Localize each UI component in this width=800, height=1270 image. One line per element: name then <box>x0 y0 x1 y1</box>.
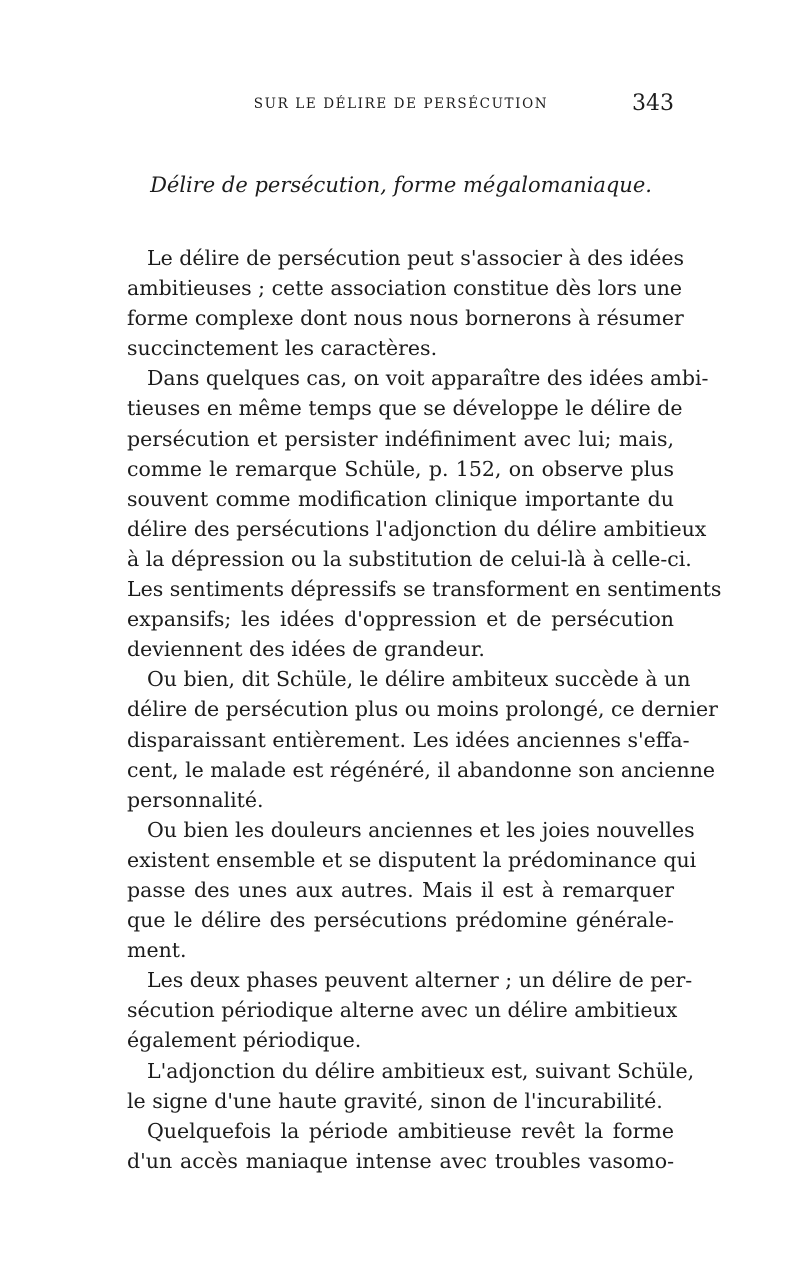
body-text <box>127 243 722 1176</box>
text-line: Les deux phases peuvent alterner ; un délire de per- <box>147 968 693 993</box>
text-line: expansifs; les idées d'oppression et de persécution <box>127 607 674 632</box>
text-line: passe des unes aux autres. Mais il est à remarquer <box>127 877 674 902</box>
running-title: SUR LE DÉLIRE DE PERSÉCUTION <box>253 96 549 112</box>
text-line: délire de persécution plus ou moins prolongé, ce dernier <box>127 697 718 722</box>
text-line: personnalité. <box>127 787 264 812</box>
text-line: ambitieuses ; cette association constitue dès lors une <box>127 276 683 301</box>
text-line: cent, le malade est régénéré, il abandonne son ancienne <box>127 757 716 782</box>
text-line: comme le remarque Schüle, p. 152, on observe plus <box>127 456 674 481</box>
text-line: Ou bien, dit Schüle, le délire ambiteux succède à un <box>147 667 691 692</box>
text-line: d'un accès maniaque intense avec troubles vasomo- <box>127 1148 674 1173</box>
text-line: ment. <box>127 938 187 963</box>
text-line: forme complexe dont nous nous bornerons à résumer <box>127 306 684 331</box>
text-line: à la dépression ou la substitution de celui-là à celle-ci. <box>127 546 692 571</box>
text-line: le signe d'une haute gravité, sinon de l'incurabilité. <box>127 1088 663 1113</box>
text-line: également périodique. <box>127 1028 362 1053</box>
text-line: Dans quelques cas, on voit apparaître des idées ambi- <box>147 366 709 391</box>
text-line: délire des persécutions l'adjonction du délire ambitieux <box>127 516 707 541</box>
text-line: Les sentiments dépressifs se transforment en sentiments <box>127 577 722 602</box>
text-line: Quelquefois la période ambitieuse revêt la forme <box>147 1118 674 1143</box>
text-line: tieuses en même temps que se développe le délire de <box>127 396 683 421</box>
text-line: disparaissant entièrement. Les idées anciennes s'effa- <box>127 727 690 752</box>
text-line: sécution périodique alterne avec un délire ambitieux <box>127 998 678 1023</box>
text-line: souvent comme modification clinique importante du <box>127 486 674 511</box>
text-line: deviennent des idées de grandeur. <box>127 637 485 662</box>
page-number: 343 <box>632 91 674 116</box>
text-line: que le délire des persécutions prédomine générale- <box>127 908 674 933</box>
running-head <box>128 92 674 116</box>
text-line: Le délire de persécution peut s'associer à des idées <box>147 246 685 270</box>
text-line: succinctement les caractères. <box>127 336 438 361</box>
text-line: Ou bien les douleurs anciennes et les joies nouvelles <box>147 817 695 842</box>
text-line: L'adjonction du délire ambitieux est, suivant Schüle, <box>147 1058 695 1083</box>
section-title: Délire de persécution, forme mégalomaniaque. <box>150 173 652 197</box>
text-line: existent ensemble et se disputent la prédominance qui <box>127 847 697 872</box>
text-line: persécution et persister indéfiniment avec lui; mais, <box>127 426 674 451</box>
